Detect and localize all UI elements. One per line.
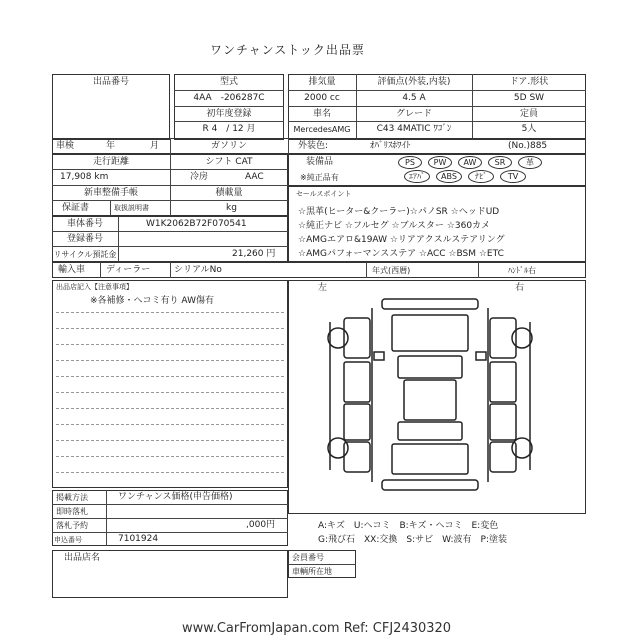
shop-name-label: 出品店名 — [64, 553, 101, 563]
equipment-item: 革 — [518, 156, 542, 169]
right-front-door — [490, 362, 516, 402]
notes-line-1: ※各補修・ヘコミ有り AW傷有 — [90, 296, 214, 306]
maker-value: MercedesAMG — [293, 125, 351, 134]
equipment-item: ﾅﾋﾞ — [468, 170, 494, 183]
ref-label: 申込番号 — [54, 536, 82, 544]
diagram-left-label: 左 — [318, 283, 328, 293]
equipment-item: ｴｱﾊﾞ — [404, 170, 430, 183]
front-bumper — [382, 299, 478, 309]
manual-label: 取扱説明書 — [114, 204, 149, 212]
equipment-item: PS — [398, 156, 422, 169]
equipment-item: AW — [458, 156, 482, 169]
trunk — [392, 444, 468, 474]
member-number-label: 会員番号 — [292, 553, 324, 562]
reserve-label: 落札予約 — [56, 521, 88, 530]
dealer-label: ディーラー — [106, 265, 151, 275]
left-rear-wheel — [328, 438, 348, 458]
diagram-right-label: 右 — [515, 283, 525, 293]
model-value: 4AA -206287C — [193, 93, 265, 103]
left-front-door — [344, 362, 370, 402]
vehicle-location-label: 車輌所在地 — [292, 567, 332, 576]
legend-row-1: A:キズ U:ヘコミ B:キズ・ヘコミ E:変色 — [318, 521, 499, 531]
doors-shape-label: ドア.形状 — [509, 77, 549, 87]
maker-label: 車名 — [312, 109, 331, 119]
rear-window — [398, 422, 462, 440]
chassis-value: W1K2062B72F070541 — [146, 219, 247, 229]
lot-number-label: 出品番号 — [92, 77, 129, 87]
right-mirror — [476, 352, 486, 360]
doors-shape-value: 5D SW — [513, 93, 545, 103]
recycle-label: リサイクル預託金 — [53, 250, 117, 259]
ext-color-label: 外装色: — [298, 141, 329, 151]
import-label: 輸入車 — [58, 265, 86, 275]
instant-label: 即時落札 — [56, 507, 88, 516]
method-label: 掲載方法 — [56, 493, 88, 502]
mileage-label: 走行距離 — [92, 157, 129, 167]
sales-point-line-3: ☆AMGエアロ&19AW ☆リアアクスルステアリング — [298, 235, 505, 245]
chassis-label: 車体番号 — [66, 219, 103, 229]
registration-label: 登録番号 — [66, 234, 103, 244]
grade-score-label: 評価点(外装,内装) — [377, 77, 451, 87]
inspection-month: 月 — [150, 141, 160, 151]
right-front-wheel — [512, 328, 532, 348]
displacement-label: 排気量 — [308, 77, 336, 87]
displacement-value: 2000 cc — [304, 93, 340, 103]
inspection-label: 車検 — [56, 141, 75, 151]
left-front-wheel — [328, 328, 348, 348]
year-type-label: 年式(西暦) — [372, 266, 411, 275]
serial-label: シリアルNo — [174, 265, 222, 275]
equipment-item: ABS — [436, 170, 462, 183]
notes-header: 出品店記入【注意事項】 — [56, 283, 133, 291]
first-reg-label: 初年度登録 — [206, 109, 252, 119]
right-rear-door — [490, 404, 516, 440]
watermark: www.CarFromJapan.com Ref: CFJ2430320 — [182, 621, 452, 636]
roof — [404, 380, 456, 420]
equipment-item: TV — [500, 170, 526, 183]
inspection-year: 年 — [106, 141, 116, 151]
equipment-item: PW — [428, 156, 452, 169]
capacity-value: 5人 — [521, 124, 537, 134]
warranty-label: 保証書 — [62, 203, 90, 213]
grade-score-value: 4.5 A — [402, 93, 426, 103]
fuel-value: ガソリン — [210, 141, 247, 151]
capacity-label: 定員 — [519, 109, 538, 119]
equipment-label: 装備品 — [306, 157, 334, 167]
right-side-outline — [488, 308, 530, 482]
right-rear-wheel — [512, 438, 532, 458]
aircon-label: 冷房 — [190, 172, 209, 182]
grade-label: グレード — [395, 109, 432, 119]
grade-value: C43 4MATIC ﾜｺﾞﾝ — [376, 124, 452, 134]
steering-label: ﾊﾝﾄﾞﾙ右 — [508, 266, 536, 275]
shift-value: シフト CAT — [205, 157, 253, 167]
sales-points-label: セールスポイント — [296, 190, 352, 198]
method-value: ワンチャンス価格(申告価格) — [118, 492, 233, 502]
left-mirror — [374, 352, 384, 360]
first-reg-value: R 4 / 12 月 — [202, 124, 256, 134]
ref-value: 7101924 — [118, 534, 159, 544]
equipment-attached-label: ※純正品有 — [300, 173, 339, 182]
sales-point-line-1: ☆黒革(ヒーター&クーラー)☆パノSR ☆ヘッドUD — [298, 207, 500, 217]
aircon-value: AAC — [245, 172, 264, 182]
rear-bumper — [382, 480, 478, 490]
hood — [392, 315, 468, 351]
sales-point-line-2: ☆純正ナビ ☆フルセグ ☆ブルスター ☆360カメ — [298, 221, 491, 231]
left-side-outline — [330, 308, 372, 482]
load-label: 積載量 — [215, 188, 243, 198]
mileage-value: 17,908 km — [60, 172, 109, 182]
equipment-item: SR — [488, 156, 512, 169]
left-rear-door — [344, 404, 370, 440]
load-unit: kg — [226, 203, 237, 213]
recycle-value: 21,260 円 — [232, 249, 276, 259]
ext-color-value: ｵﾊﾞﾘｽﾎﾜｲﾄ — [370, 141, 411, 151]
color-number: (No.)885 — [508, 141, 548, 151]
sales-point-line-4: ☆AMGパフォーマンスステア ☆ACC ☆BSM ☆ETC — [298, 249, 504, 259]
model-label: 型式 — [219, 77, 238, 87]
windshield — [398, 356, 462, 378]
sheet-title: ワンチャンストック出品票 — [210, 43, 365, 57]
legend-row-2: G:飛び石 XX:交換 S:サビ W:波有 P:塗装 — [318, 535, 507, 545]
reserve-value: ,000円 — [246, 520, 276, 530]
new-manual-label: 新車整備手帳 — [83, 188, 138, 198]
